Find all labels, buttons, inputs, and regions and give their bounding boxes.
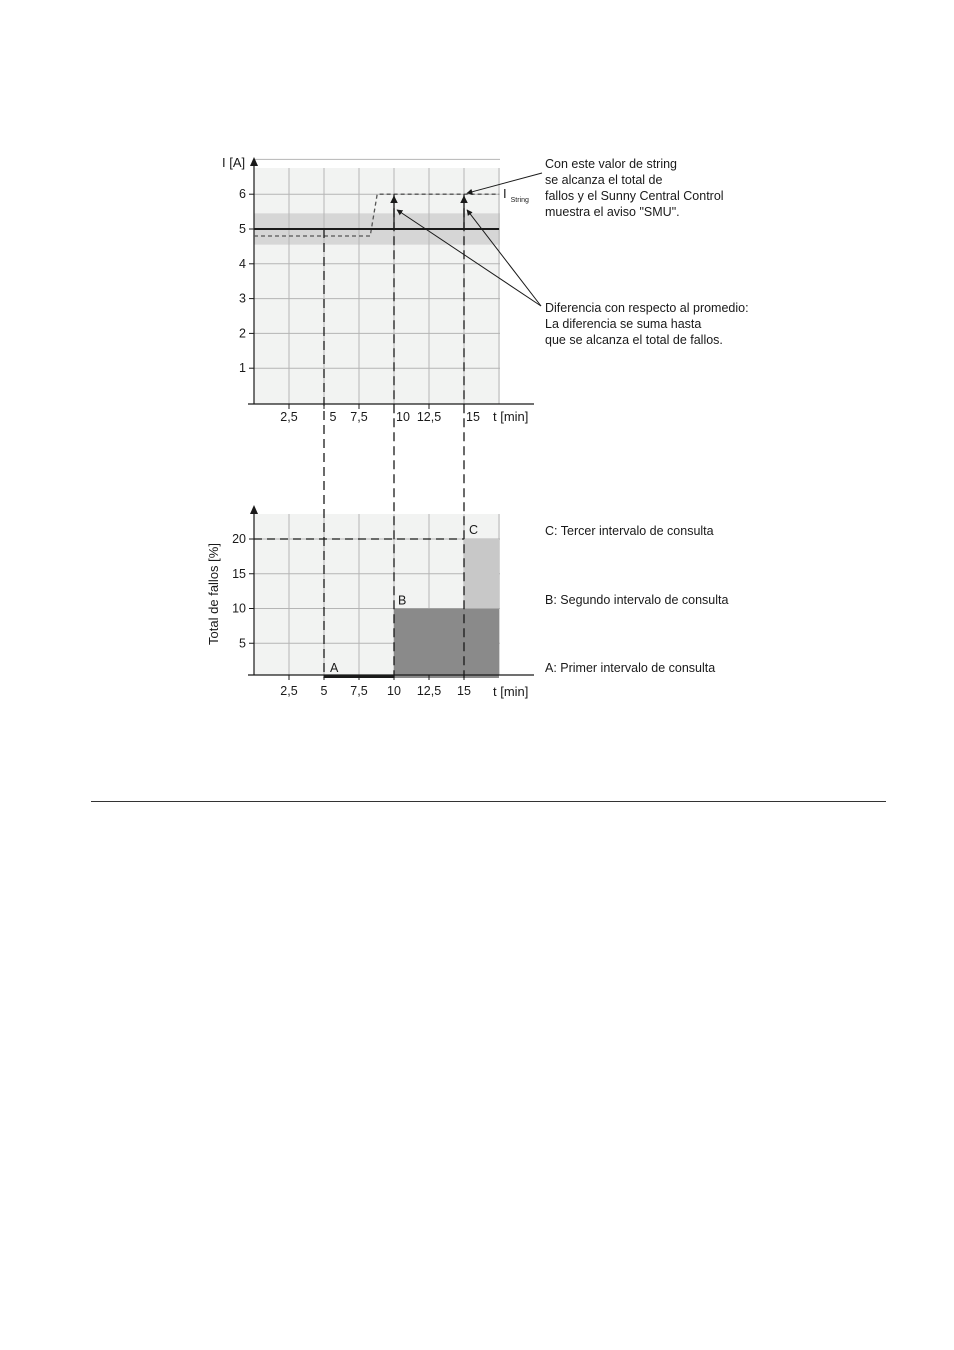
faults-y-axis-arrow (250, 505, 258, 514)
faults-y-axis-title: Total de fallos [%] (206, 543, 221, 645)
faults-x-tick-label: 7,5 (350, 684, 368, 698)
current-y-tick-label: 4 (239, 256, 246, 271)
current-x-tick-label: 5 (329, 410, 337, 424)
current-y-tick-label: 1 (239, 361, 246, 376)
current-x-tick-label: 7,5 (350, 410, 368, 424)
bar-c (464, 539, 499, 609)
bar-b (394, 609, 499, 679)
current-y-axis-arrow (250, 157, 258, 166)
current-x-axis-title: t [min] (493, 409, 529, 424)
faults-chart (206, 505, 729, 699)
current-y-axis-title: I [A] (222, 155, 246, 170)
current-chart (222, 155, 749, 424)
faults-x-tick-label: 5 (320, 684, 328, 698)
annotation-middle-line: La diferencia se suma hasta (545, 317, 702, 331)
legend-entry: C: Tercer intervalo de consulta (545, 524, 714, 538)
annotation-top-line: Con este valor de string (545, 157, 678, 171)
annotation-middle-line: Diferencia con respecto al promedio: (545, 301, 749, 315)
page-divider-rule (91, 801, 886, 802)
current-y-tick-label: 5 (239, 222, 246, 236)
string-series-label (503, 186, 529, 204)
current-x-tick-label: 2,5 (280, 410, 298, 424)
bar-label-a: A (330, 661, 339, 675)
bar-label-b: B (398, 593, 407, 608)
faults-x-tick-label: 15 (457, 684, 471, 698)
bar-label-c: C (469, 523, 479, 537)
string-series-label-sub: String (510, 197, 529, 205)
faults-x-tick-label: 10 (387, 684, 401, 698)
current-x-tick-label: 10 (396, 410, 410, 424)
current-y-tick-label: 2 (239, 326, 246, 341)
annotation-middle-line: que se alcanza el total de fallos. (545, 333, 723, 347)
current-x-tick-label: 15 (466, 410, 480, 424)
annotation-top-line: fallos y el Sunny Central Control (545, 189, 724, 203)
annotation-top-line: se alcanza el total de (545, 173, 663, 187)
current-y-tick-label: 3 (239, 291, 246, 306)
string-series-label-main: I (503, 186, 507, 202)
legend-entry: A: Primer intervalo de consulta (545, 661, 716, 675)
faults-y-tick-label: 20 (232, 532, 246, 546)
faults-x-tick-label: 2,5 (280, 684, 298, 698)
faults-x-tick-label: 12,5 (416, 684, 442, 698)
faults-y-tick-label: 5 (239, 636, 246, 651)
faults-x-axis-title: t [min] (493, 684, 529, 699)
faults-y-tick-label: 15 (232, 566, 246, 581)
annotation-top-line: muestra el aviso "SMU". (545, 205, 680, 219)
faults-y-tick-label: 10 (232, 601, 246, 616)
legend-entry: B: Segundo intervalo de consulta (545, 593, 729, 607)
current-y-tick-label: 6 (239, 187, 246, 202)
current-x-tick-label: 12,5 (416, 410, 442, 424)
